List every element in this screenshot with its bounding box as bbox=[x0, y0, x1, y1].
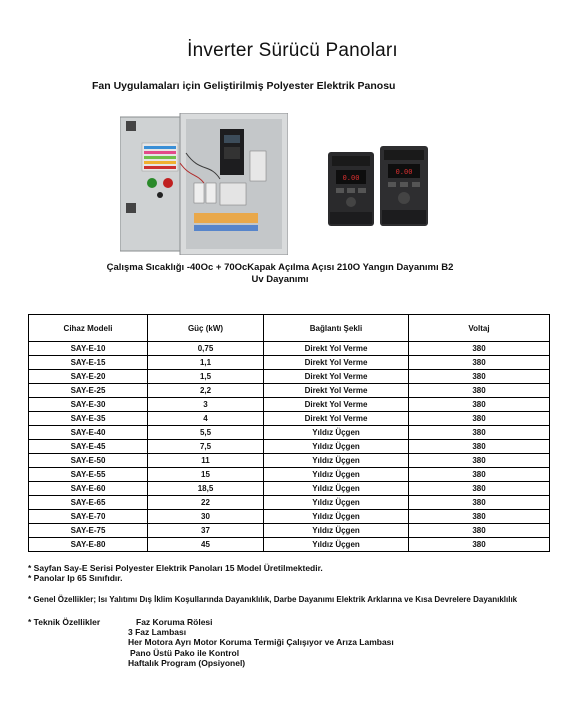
cell-voltage: 380 bbox=[409, 454, 550, 468]
cell-power: 5,5 bbox=[148, 426, 264, 440]
cell-connection: Yıldız Üçgen bbox=[264, 426, 409, 440]
table-row bbox=[29, 440, 550, 454]
table-row bbox=[29, 496, 550, 510]
cell-voltage: 380 bbox=[409, 384, 550, 398]
green-button-icon bbox=[147, 178, 157, 188]
list-item: Faz Koruma Rölesi bbox=[136, 617, 213, 627]
cell-voltage: 380 bbox=[409, 440, 550, 454]
cell-power: 7,5 bbox=[148, 440, 264, 454]
list-item: 3 Faz Lambası bbox=[128, 627, 187, 638]
cell-model: SAY-E-75 bbox=[29, 524, 148, 538]
cell-model: SAY-E-15 bbox=[29, 356, 148, 370]
cell-voltage: 380 bbox=[409, 370, 550, 384]
note-ip-class: * Panolar Ip 65 Sınıfıdır. bbox=[28, 573, 123, 583]
cell-voltage: 380 bbox=[409, 426, 550, 440]
cell-voltage: 380 bbox=[409, 412, 550, 426]
features-line-1: Çalışma Sıcaklığı -40Oc + 70OcKapak Açılma Açısı 210O Yangın Dayanımı B2 bbox=[106, 262, 454, 273]
cell-connection: Direkt Yol Verme bbox=[264, 342, 409, 356]
cell-power: 30 bbox=[148, 510, 264, 524]
cell-model: SAY-E-70 bbox=[29, 510, 148, 524]
table-row bbox=[29, 510, 550, 524]
table-row bbox=[29, 342, 550, 356]
cell-model: SAY-E-40 bbox=[29, 426, 148, 440]
cell-voltage: 380 bbox=[409, 356, 550, 370]
cell-voltage: 380 bbox=[409, 524, 550, 538]
cell-model: SAY-E-25 bbox=[29, 384, 148, 398]
cell-power: 45 bbox=[148, 538, 264, 552]
cell-voltage: 380 bbox=[409, 510, 550, 524]
cell-connection: Direkt Yol Verme bbox=[264, 412, 409, 426]
cell-connection: Yıldız Üçgen bbox=[264, 538, 409, 552]
panel-photo bbox=[120, 113, 288, 255]
drive-display-left: 0.00 bbox=[342, 174, 360, 182]
table-row bbox=[29, 426, 550, 440]
note-models: * Sayfan Say-E Serisi Polyester Elektrik Panoları 15 Model Üretilmektedir. bbox=[28, 563, 323, 573]
cell-power: 2,2 bbox=[148, 384, 264, 398]
cell-voltage: 380 bbox=[409, 398, 550, 412]
cell-connection: Direkt Yol Verme bbox=[264, 370, 409, 384]
cell-power: 4 bbox=[148, 412, 264, 426]
inverter-drive-left-icon bbox=[328, 152, 374, 226]
cell-power: 1,5 bbox=[148, 370, 264, 384]
cell-model: SAY-E-35 bbox=[29, 412, 148, 426]
cell-model: SAY-E-20 bbox=[29, 370, 148, 384]
table-row bbox=[29, 468, 550, 482]
table-row bbox=[29, 356, 550, 370]
table-row bbox=[29, 482, 550, 496]
features-line-2: Uv Dayanımı bbox=[251, 274, 309, 285]
cell-power: 0,75 bbox=[148, 342, 264, 356]
technical-label: * Teknik Özellikler bbox=[28, 617, 101, 627]
cell-model: SAY-E-50 bbox=[29, 454, 148, 468]
drive-display-right: 0.00 bbox=[395, 168, 413, 176]
cell-voltage: 380 bbox=[409, 482, 550, 496]
cell-model: SAY-E-45 bbox=[29, 440, 148, 454]
cell-model: SAY-E-55 bbox=[29, 468, 148, 482]
cell-model: SAY-E-80 bbox=[29, 538, 148, 552]
cell-power: 1,1 bbox=[148, 356, 264, 370]
cell-power: 22 bbox=[148, 496, 264, 510]
cell-connection: Yıldız Üçgen bbox=[264, 524, 409, 538]
red-button-icon bbox=[163, 178, 173, 188]
cell-power: 11 bbox=[148, 454, 264, 468]
cell-power: 18,5 bbox=[148, 482, 264, 496]
cell-voltage: 380 bbox=[409, 468, 550, 482]
spec-table bbox=[28, 314, 550, 552]
page-subtitle: Fan Uygulamaları için Geliştirilmiş Polyester Elektrik Panosu bbox=[92, 80, 396, 92]
header-model: Cihaz Modeli bbox=[29, 315, 148, 342]
cell-connection: Yıldız Üçgen bbox=[264, 510, 409, 524]
cell-connection: Direkt Yol Verme bbox=[264, 384, 409, 398]
cell-voltage: 380 bbox=[409, 342, 550, 356]
header-power: Güç (kW) bbox=[148, 315, 264, 342]
inverter-drive-right-icon bbox=[380, 146, 428, 226]
features-text bbox=[60, 262, 500, 286]
cell-power: 37 bbox=[148, 524, 264, 538]
cell-voltage: 380 bbox=[409, 538, 550, 552]
cell-model: SAY-E-10 bbox=[29, 342, 148, 356]
cell-connection: Yıldız Üçgen bbox=[264, 468, 409, 482]
cell-connection: Yıldız Üçgen bbox=[264, 482, 409, 496]
cell-model: SAY-E-60 bbox=[29, 482, 148, 496]
header-voltage: Voltaj bbox=[409, 315, 550, 342]
technical-list bbox=[128, 617, 394, 668]
table-row bbox=[29, 370, 550, 384]
list-item: Haftalık Program (Opsiyonel) bbox=[128, 657, 246, 668]
inverter-drives-photo bbox=[326, 144, 430, 234]
list-item: Pano Üstü Pako ile Kontrol bbox=[130, 647, 240, 658]
cell-connection: Yıldız Üçgen bbox=[264, 440, 409, 454]
cell-voltage: 380 bbox=[409, 496, 550, 510]
table-row bbox=[29, 524, 550, 538]
cell-connection: Direkt Yol Verme bbox=[264, 398, 409, 412]
cell-power: 15 bbox=[148, 468, 264, 482]
cell-power: 3 bbox=[148, 398, 264, 412]
cell-model: SAY-E-30 bbox=[29, 398, 148, 412]
table-row bbox=[29, 454, 550, 468]
table-row bbox=[29, 412, 550, 426]
table-row bbox=[29, 384, 550, 398]
cell-connection: Yıldız Üçgen bbox=[264, 454, 409, 468]
table-row bbox=[29, 398, 550, 412]
header-connection: Bağlantı Şekli bbox=[264, 315, 409, 342]
cell-connection: Direkt Yol Verme bbox=[264, 356, 409, 370]
note-general: * Genel Özellikler; Isı Yalıtımı Dış İklim Koşullarında Dayanıklılık, Darbe Dayanımı Elektrik Arklarına ve Kısa Devrelere Dayanıklılık bbox=[28, 595, 518, 604]
table-header-row bbox=[29, 315, 550, 342]
cell-connection: Yıldız Üçgen bbox=[264, 496, 409, 510]
table-row bbox=[29, 538, 550, 552]
page-title: İnverter Sürücü Panoları bbox=[187, 40, 398, 61]
cell-model: SAY-E-65 bbox=[29, 496, 148, 510]
list-item: Her Motora Ayrı Motor Koruma Termiği Çalışıyor ve Arıza Lambası bbox=[128, 637, 394, 648]
